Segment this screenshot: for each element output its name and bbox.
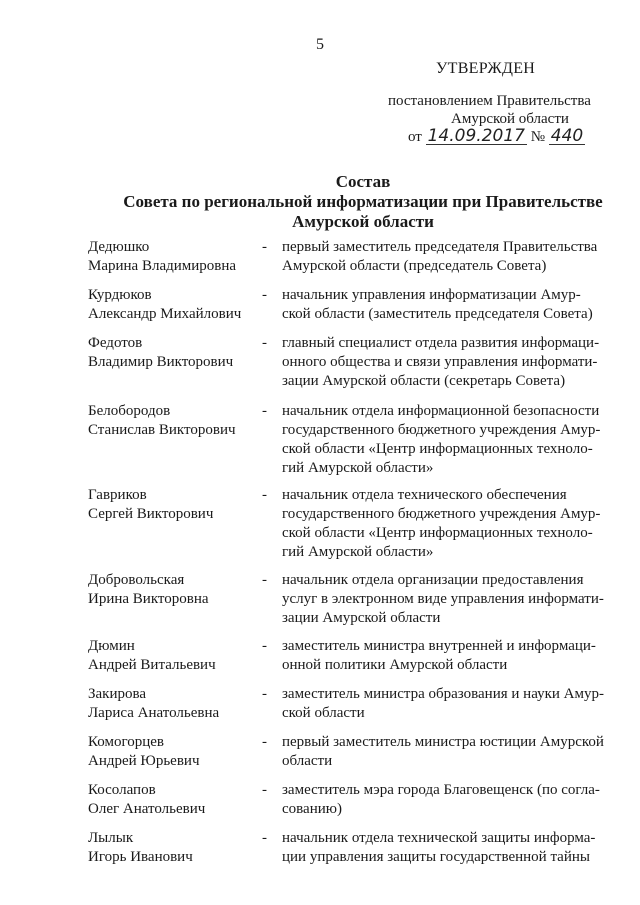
member-dash: - [262,403,267,419]
member-surname: Закирова [88,686,147,702]
role-line: государственного бюджетного учреждения Амур- [282,506,601,522]
member-given-name: Андрей Витальевич [88,657,216,673]
member-name [88,334,258,372]
role-line: зации Амурской области (секретарь Совета) [282,373,566,389]
members-list [88,238,614,877]
member-role [282,829,614,867]
member-surname: Гавриков [88,487,147,503]
role-line: ской области (заместитель председателя Совета) [282,306,593,322]
approval-block [378,60,618,146]
member-name [88,637,258,675]
member-given-name: Андрей Юрьевич [88,753,200,769]
role-line: первый заместитель председателя Правительства [282,239,598,255]
member-dash: - [262,335,267,351]
role-line: начальник отдела организации предоставления [282,572,584,588]
member-given-name: Сергей Викторович [88,506,214,522]
title-line-2: Совета по региональной информатизации при Правительстве [123,192,603,211]
member-surname: Федотов [88,335,143,351]
member-name [88,571,258,609]
approval-date-line [408,128,618,146]
member-surname: Комогорцев [88,734,165,750]
role-line: заместитель мэра города Благовещенск (по согла- [282,782,600,798]
member-surname: Косолапов [88,782,156,798]
member-entry [88,286,614,334]
role-line: главный специалист отдела развития информаци- [282,335,600,351]
member-dash: - [262,686,267,702]
role-line: ской области [282,705,365,721]
member-entry [88,829,614,877]
role-line: области [282,753,333,769]
member-role [282,571,614,628]
member-entry [88,238,614,286]
member-dash: - [262,487,267,503]
role-line: гий Амурской области» [282,460,434,476]
member-name [88,238,258,276]
role-line: ской области «Центр информационных техноло- [282,525,593,541]
role-line: заместитель министра образования и науки Амур- [282,686,604,702]
member-name [88,402,258,440]
member-entry [88,781,614,829]
member-role [282,286,614,324]
role-line: онного общества и связи управления информати- [282,354,598,370]
member-given-name: Олег Анатольевич [88,801,206,817]
member-entry [88,637,614,685]
member-role [282,334,614,391]
member-entry [88,402,614,486]
member-entry [88,571,614,637]
member-dash: - [262,572,267,588]
member-given-name: Станислав Викторович [88,422,236,438]
member-given-name: Александр Михайлович [88,306,242,322]
role-line: начальник отдела информационной безопасности [282,403,600,419]
member-name [88,733,258,771]
role-line: начальник отдела технической защиты информа- [282,830,596,846]
number-prefix: № [530,129,546,145]
role-line: ской области «Центр информационных техноло- [282,441,593,457]
member-given-name: Марина Владимировна [88,258,237,274]
member-dash: - [262,239,267,255]
member-entry [88,733,614,781]
member-dash: - [262,734,267,750]
member-given-name: Ирина Викторовна [88,591,209,607]
role-line: сованию) [282,801,342,817]
role-line: первый заместитель министра юстиции Амурской [282,734,604,750]
member-entry [88,685,614,733]
member-given-name: Лариса Анатольевна [88,705,220,721]
role-line: начальник управления информатизации Амур- [282,287,581,303]
handwritten-date: 14.09.2017 [427,126,525,146]
member-name [88,781,258,819]
role-line: заместитель министра внутренней и информаци- [282,638,596,654]
member-name [88,486,258,524]
member-role [282,486,614,562]
member-surname: Лылык [88,830,134,846]
member-surname: Курдюков [88,287,152,303]
member-entry [88,334,614,402]
role-line: Амурской области (председатель Совета) [282,258,547,274]
role-line: услуг в электронном виде управления информати- [282,591,604,607]
member-role [282,238,614,276]
title-line-3: Амурской области [292,212,434,231]
member-role [282,733,614,771]
member-dash: - [262,287,267,303]
member-dash: - [262,830,267,846]
date-prefix: от [408,129,422,145]
approval-line-1: постановлением Правительства [388,93,591,109]
member-role [282,781,614,819]
member-name [88,685,258,723]
member-role [282,685,614,723]
member-surname: Дедюшко [88,239,150,255]
role-line: онной политики Амурской области [282,657,508,673]
member-dash: - [262,638,267,654]
member-name [88,829,258,867]
member-name [88,286,258,324]
handwritten-number: 440 [550,126,584,146]
role-line: зации Амурской области [282,610,441,626]
role-line: начальник отдела технического обеспечения [282,487,567,503]
approval-heading: УТВЕРЖДЕН [436,60,536,77]
member-surname: Белобородов [88,403,171,419]
member-entry [88,486,614,571]
member-given-name: Владимир Викторович [88,354,234,370]
role-line: государственного бюджетного учреждения Амур- [282,422,601,438]
document-title [0,172,640,232]
member-given-name: Игорь Иванович [88,849,193,865]
member-dash: - [262,782,267,798]
member-surname: Дюмин [88,638,135,654]
page-number: 5 [316,36,324,53]
role-line: гий Амурской области» [282,544,434,560]
role-line: ции управления защиты государственной тайны [282,849,590,865]
member-role [282,637,614,675]
member-surname: Добровольская [88,572,185,588]
approval-line-2: Амурской области [451,111,569,127]
member-role [282,402,614,478]
title-line-1: Состав [335,172,391,191]
